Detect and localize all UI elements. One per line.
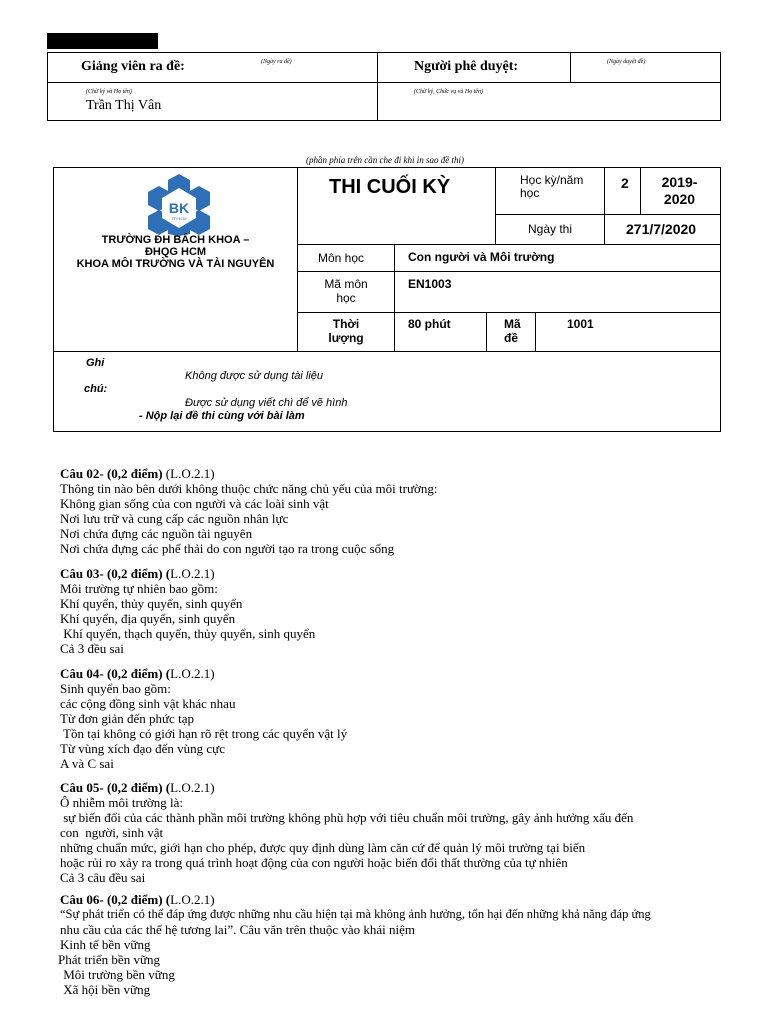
question-lo: L.O.2.1) (170, 892, 215, 907)
list-item: hoặc rủi ro xảy ra trong quá trình hoạt động của con người hoặc biến đổi thất thường của tự nhiên (60, 855, 568, 870)
list-item: Kinh tế bền vững (60, 937, 151, 952)
code-label: Mã môn học (324, 277, 368, 305)
logo-subtext: TP.HCM (171, 216, 187, 221)
question-05 (60, 780, 633, 885)
redaction-bar (47, 33, 158, 49)
exam-code-value: 1001 (567, 317, 594, 331)
note-3: - Nộp lại đề thi cùng với bài làm (139, 410, 305, 422)
list-item: Phát triển bền vững (58, 952, 161, 967)
note-1: Không được sử dụng tài liệu (185, 370, 324, 382)
exam-code-label: Mã đề (504, 317, 521, 345)
list-item: Nơi chứa đựng các phế thải do con người tạo ra trong cuộc sống (60, 541, 395, 556)
note-2: Được sử dụng viết chì để vẽ hình (185, 397, 348, 409)
question-title: Câu 02- (0,2 điểm) (60, 466, 163, 481)
logo-text: BK (168, 200, 190, 216)
question-title: Câu 05- (0,2 điểm) ( (60, 780, 171, 795)
lecturer-label: Giảng viên ra đề: (81, 59, 185, 74)
signature-table (47, 52, 721, 121)
approver-label: Người phê duyệt: (414, 59, 519, 74)
list-item: Nơi lưu trữ và cung cấp các nguồn nhân lực (60, 511, 289, 526)
university-logo (146, 174, 212, 236)
list-item: những chuẩn mức, giới hạn cho phép, được quy định dùng làm căn cứ để quản lý môi trường tại biến (60, 840, 586, 855)
note-label-2: chú: (84, 383, 108, 395)
list-item: Môi trường bền vững (60, 967, 175, 982)
approver-date-note: (Ngày duyệt đề) (607, 59, 646, 65)
question-title: Câu 06- (0,2 điểm) ( (60, 892, 171, 907)
list-item: Ô nhiễm môi trường là: (60, 795, 183, 810)
list-item: “Sự phát triển có thể đáp ứng được những nhu cầu hiện tại mà không ảnh hưởng, tổn hại đến những khả năng đáp ứng (60, 907, 651, 921)
question-lo: L.O.2.1) (170, 666, 215, 681)
question-03 (60, 566, 315, 656)
list-item: Xã hội bền vững (60, 982, 151, 997)
lecturer-sign-note: (Chữ ký và Họ tên) (86, 89, 132, 95)
question-04 (60, 666, 347, 771)
list-item: Khí quyển, địa quyển, sinh quyển (60, 611, 236, 626)
subject-value: Con người và Môi trường (408, 250, 555, 264)
lecturer-name: Trần Thị Vân (86, 98, 162, 113)
list-item: các cộng đồng sinh vật khác nhau (60, 696, 236, 711)
semester-label: Học kỳ/năm học (520, 173, 584, 200)
exam-header-table (53, 167, 721, 432)
list-item: Khí quyển, thủy quyển, sinh quyển (60, 596, 243, 611)
list-item: con người, sinh vật (60, 825, 164, 840)
list-item: Sinh quyển bao gồm: (60, 681, 171, 696)
date-value: 271/7/2020 (626, 221, 697, 237)
note-label-1: Ghi (86, 357, 105, 369)
list-item: Nơi chứa đựng các nguồn tài nguyên (60, 526, 253, 541)
school-name (54, 234, 297, 270)
duration-label: Thời lượng (328, 317, 364, 345)
list-item: Khí quyển, thạch quyển, thủy quyển, sinh quyển (60, 626, 316, 641)
list-item: Không gian sống của con người và các loài sinh vật (60, 496, 329, 511)
semester-value: 2 (621, 175, 629, 191)
list-item: sự biến đổi của các thành phần môi trường không phù hợp với tiêu chuẩn môi trường, gây ảnh hưởng xấu đến (60, 810, 634, 825)
date-label: Ngày thi (528, 222, 573, 236)
list-item: Cả 3 đều sai (60, 641, 124, 656)
cover-note: (phần phía trên cần che đi khi in sao đề thi) (306, 155, 464, 165)
school-line-1: TRƯỜNG ĐH BÁCH KHOA – (101, 234, 250, 246)
subject-label: Môn học (318, 251, 365, 265)
list-item: Cả 3 câu đều sai (60, 870, 146, 885)
list-item: Từ đơn giản đến phức tạp (60, 711, 194, 726)
year-value: 2019-2020 (661, 174, 698, 207)
question-title: Câu 04- (0,2 điểm) ( (60, 666, 171, 681)
question-02 (60, 466, 438, 556)
list-item: Tồn tại không có giới hạn rõ rệt trong các quyển vật lý (60, 726, 348, 741)
exam-title: THI CUỐI KỲ (329, 176, 451, 198)
list-item: nhu cầu của các thế hệ tương lai”. Câu văn trên thuộc vào khái niệm (60, 922, 416, 937)
lecturer-date-note: (Ngày ra đề) (261, 59, 292, 65)
code-value: EN1003 (408, 277, 452, 291)
question-lo: (L.O.2.1) (165, 466, 215, 481)
list-item: Môi trường tự nhiên bao gồm: (60, 581, 218, 596)
question-lo: L.O.2.1) (170, 566, 215, 581)
school-line-3: KHOA MÔI TRƯỜNG VÀ TÀI NGUYÊN (76, 258, 275, 270)
list-item: Từ vùng xích đạo đến vùng cực (60, 741, 225, 756)
question-06 (60, 892, 651, 997)
list-item: Thông tin nào bên dưới không thuộc chức năng chủ yếu của môi trường: (60, 481, 438, 496)
approver-sign-note: (Chữ ký, Chức vụ và Họ tên) (414, 89, 484, 95)
question-title: Câu 03- (0,2 điểm) ( (60, 566, 171, 581)
question-lo: L.O.2.1) (170, 780, 215, 795)
duration-value: 80 phút (408, 317, 451, 331)
school-line-2: ĐHQG HCM (144, 246, 207, 258)
list-item: A và C sai (60, 756, 114, 771)
